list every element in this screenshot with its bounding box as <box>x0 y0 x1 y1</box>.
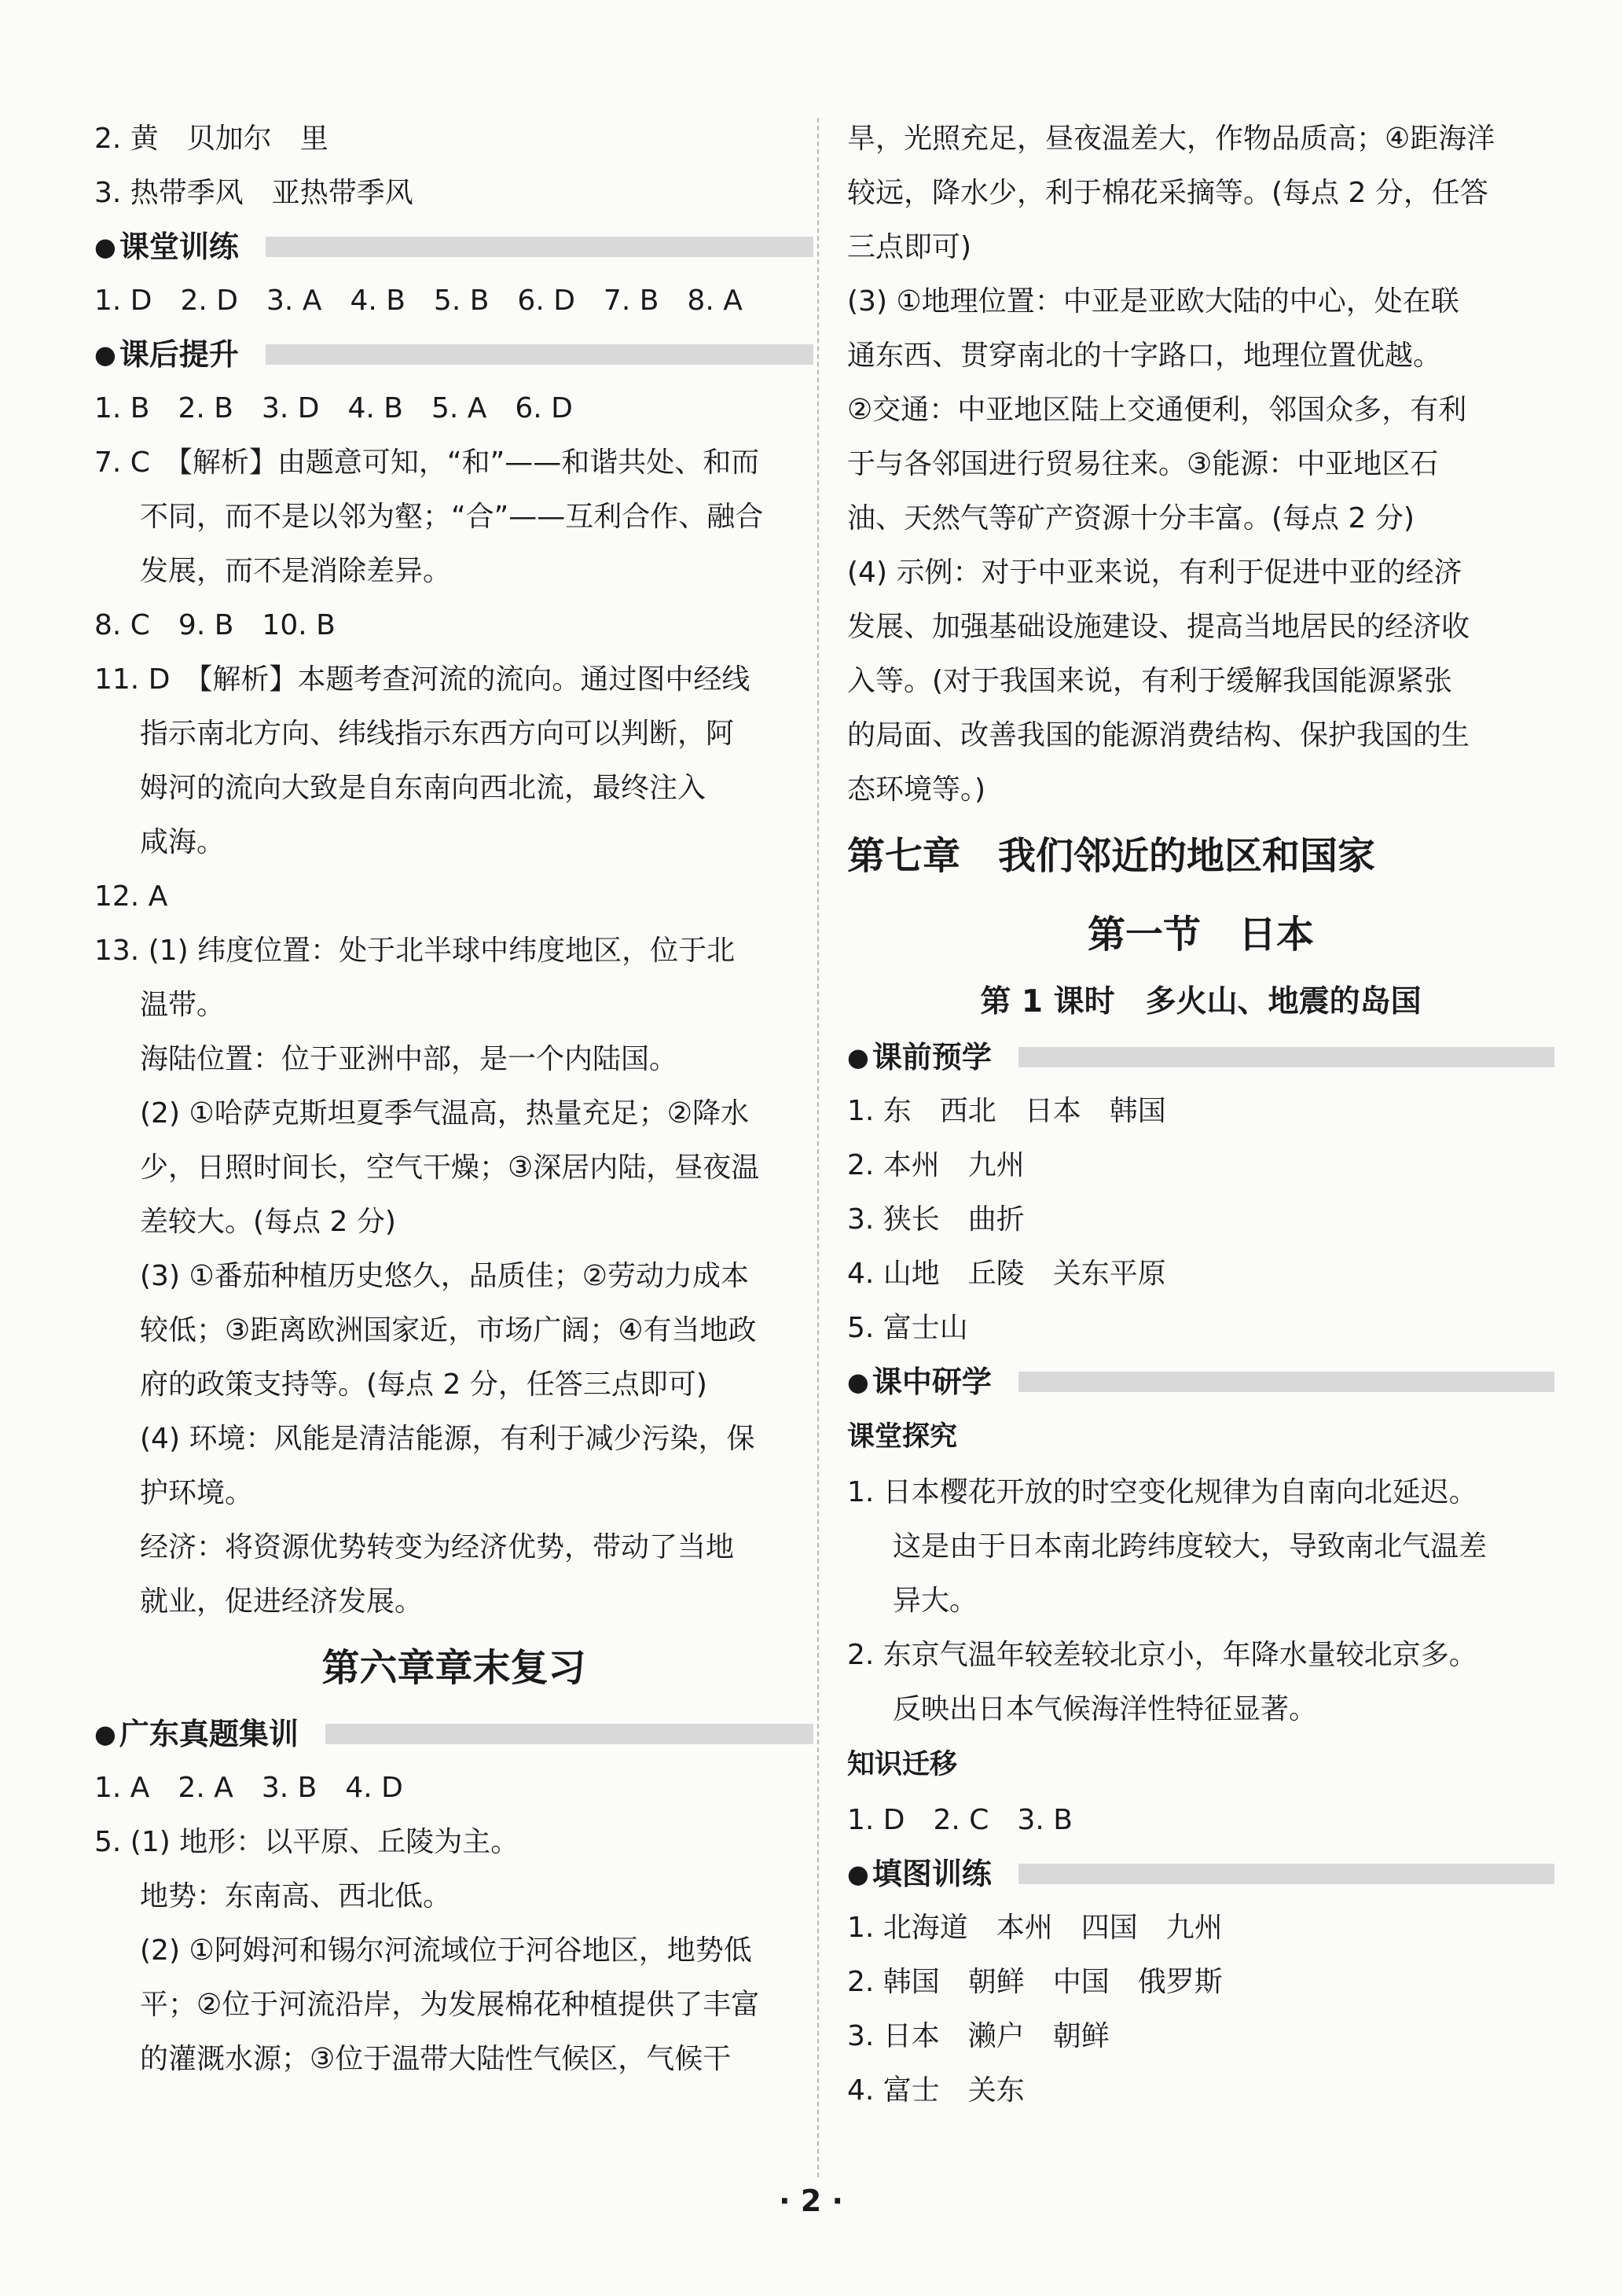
answer-line: 7. C 【解析】由题意可知，“和”——和谐共处、和而 <box>94 446 760 479</box>
section-title: 课中研学 <box>872 1365 992 1399</box>
answer-line: 2. 黄 贝加尔 里 <box>94 123 328 155</box>
answer-line: 11. D 【解析】本题考查河流的流向。通过图中经线 <box>94 663 750 696</box>
answer-line: (3) ①地理位置：中亚是亚欧大陆的中心，处在联 <box>847 285 1459 318</box>
answer-line: 发展，而不是消除差异。 <box>140 555 452 587</box>
answer-line: 2. 韩国 朝鲜 中国 俄罗斯 <box>847 1966 1223 1998</box>
answer-line: (4) 环境：风能是清洁能源，有利于减少污染，保 <box>140 1423 755 1455</box>
chapter-title: 第七章 我们邻近的地区和国家 <box>847 834 1376 878</box>
bullet-icon: ● <box>94 340 116 369</box>
sub-label: 课堂探究 <box>847 1421 958 1453</box>
bullet-icon: ● <box>94 232 116 262</box>
answer-line: 温带。 <box>140 989 226 1021</box>
answer-line: 三点即可) <box>847 231 972 263</box>
section-title: 课堂训练 <box>119 230 239 264</box>
answer-line: 4. 山地 丘陵 关东平原 <box>847 1258 1166 1290</box>
chapter-review-title: 第六章章末复习 <box>321 1646 586 1690</box>
bullet-icon: ● <box>847 1367 869 1397</box>
answer-line: (2) ①阿姆河和锡尔河流域位于河谷地区，地势低 <box>140 1934 752 1967</box>
answer-line: 这是由于日本南北跨纬度较大，导致南北气温差 <box>893 1530 1488 1563</box>
answer-line: 咸海。 <box>140 826 226 858</box>
section-header-preview <box>847 1030 1554 1084</box>
section-bar <box>266 237 813 257</box>
section-header-research <box>847 1355 1554 1409</box>
section-bar <box>266 344 813 365</box>
answer-line: 3. 狭长 曲折 <box>847 1203 1025 1236</box>
answer-line: 发展、加强基础设施建设、提高当地居民的经济收 <box>847 611 1470 643</box>
bullet-icon: ● <box>847 1042 869 1072</box>
answer-line: 差较大。(每点 2 分) <box>140 1206 396 1238</box>
answer-line: 1. D 2. C 3. B <box>847 1804 1073 1836</box>
answer-line: 的局面、改善我国的能源消费结构、保护我国的生 <box>847 719 1470 751</box>
answer-line: 13. (1) 纬度位置：处于北半球中纬度地区，位于北 <box>94 935 736 967</box>
answer-line: (3) ①番茄种植历史悠久，品质佳；②劳动力成本 <box>140 1260 749 1292</box>
answer-line: 1. A 2. A 3. B 4. D <box>94 1772 403 1804</box>
answer-line: 1. 东 西北 日本 韩国 <box>847 1095 1166 1127</box>
answer-line: 少，日照时间长，空气干燥；③深居内陆，昼夜温 <box>140 1152 760 1184</box>
right-column <box>847 112 1554 2118</box>
bullet-icon: ● <box>94 1719 116 1749</box>
answer-line: ②交通：中亚地区陆上交通便利，邻国众多，有利 <box>847 394 1467 426</box>
answer-line: 平；②位于河流沿岸，为发展棉花种植提供了丰富 <box>140 1989 760 2021</box>
section-bar <box>1018 1864 1554 1884</box>
answer-line: 经济：将资源优势转变为经济优势，带动了当地 <box>140 1531 735 1563</box>
answer-line: 不同，而不是以邻为壑；“合”——互利合作、融合 <box>140 501 764 533</box>
answer-line: 旱，光照充足，昼夜温差大，作物品质高；④距海洋 <box>847 123 1495 155</box>
answer-line: 1. D 2. D 3. A 4. B 5. B 6. D 7. B 8. A <box>94 285 743 317</box>
answer-line: 3. 日本 濑户 朝鲜 <box>847 2020 1110 2052</box>
section-header-guangdong <box>94 1707 813 1761</box>
answer-line: 2. 本州 九州 <box>847 1149 1025 1181</box>
section-bar <box>325 1724 813 1744</box>
answer-line: 1. 北海道 本州 四国 九州 <box>847 1912 1223 1944</box>
answer-line: 于与各邻国进行贸易往来。③能源：中亚地区石 <box>847 448 1439 480</box>
answer-line: (4) 示例：对于中亚来说，有利于促进中亚的经济 <box>847 557 1462 589</box>
answer-line: 异大。 <box>893 1585 978 1617</box>
section-title: 填图训练 <box>872 1857 992 1891</box>
answer-line: 2. 东京气温年较差较北京小，年降水量较北京多。 <box>847 1639 1477 1671</box>
answer-line: 入等。(对于我国来说，有利于缓解我国能源紧张 <box>847 665 1453 697</box>
answer-line: 护环境。 <box>140 1477 254 1509</box>
answer-line: 5. 富士山 <box>847 1312 968 1344</box>
section-header-classroom <box>94 220 813 274</box>
answer-line: 较低；③距离欧洲国家近，市场广阔；④有当地政 <box>140 1314 757 1346</box>
sub-label: 知识迁移 <box>847 1749 958 1780</box>
answer-line: 12. A <box>94 880 168 913</box>
answer-line: (2) ①哈萨克斯坦夏季气温高，热量充足；②降水 <box>140 1097 749 1130</box>
answer-line: 通东西、贯穿南北的十字路口，地理位置优越。 <box>847 340 1442 372</box>
page-number: · 2 · <box>779 2184 843 2218</box>
answer-line: 反映出日本气候海洋性特征显著。 <box>893 1693 1318 1725</box>
section-header-after <box>94 328 813 381</box>
answer-line: 1. 日本樱花开放的时空变化规律为自南向北延迟。 <box>847 1476 1477 1508</box>
answer-line: 海陆位置：位于亚洲中部，是一个内陆国。 <box>140 1043 678 1075</box>
section-heading: 第一节 日本 <box>1087 913 1314 957</box>
bullet-icon: ● <box>847 1859 869 1889</box>
lesson-title: 第 1 课时 多火山、地震的岛国 <box>980 984 1422 1019</box>
section-title: 课后提升 <box>119 337 239 372</box>
answer-line: 的灌溉水源；③位于温带大陆性气候区，气候干 <box>140 2043 732 2075</box>
answer-line: 油、天然气等矿产资源十分丰富。(每点 2 分) <box>847 502 1415 535</box>
answer-line: 3. 热带季风 亚热带季风 <box>94 177 413 209</box>
answer-line: 府的政策支持等。(每点 2 分，任答三点即可) <box>140 1368 707 1401</box>
section-bar <box>1018 1047 1554 1067</box>
answer-line: 就业，促进经济发展。 <box>140 1585 424 1618</box>
answer-line: 指示南北方向、纬线指示东西方向可以判断，阿 <box>140 718 735 750</box>
answer-line: 较远，降水少，利于棉花采摘等。(每点 2 分，任答 <box>847 177 1488 209</box>
left-column <box>94 112 813 2086</box>
section-title: 课前预学 <box>872 1040 992 1075</box>
answer-line: 态环境等。) <box>847 773 986 806</box>
answer-line: 8. C 9. B 10. B <box>94 609 336 641</box>
section-header-mapfill <box>847 1847 1554 1901</box>
section-bar <box>1018 1372 1554 1392</box>
section-title: 广东真题集训 <box>119 1717 299 1751</box>
column-divider <box>817 118 819 2177</box>
answer-line: 1. B 2. B 3. D 4. B 5. A 6. D <box>94 392 573 424</box>
answer-line: 地势：东南高、西北低。 <box>140 1880 452 1912</box>
answer-line: 5. (1) 地形：以平原、丘陵为主。 <box>94 1826 519 1858</box>
answer-line: 姆河的流向大致是自东南向西北流，最终注入 <box>140 772 706 804</box>
answer-line: 4. 富士 关东 <box>847 2074 1025 2107</box>
